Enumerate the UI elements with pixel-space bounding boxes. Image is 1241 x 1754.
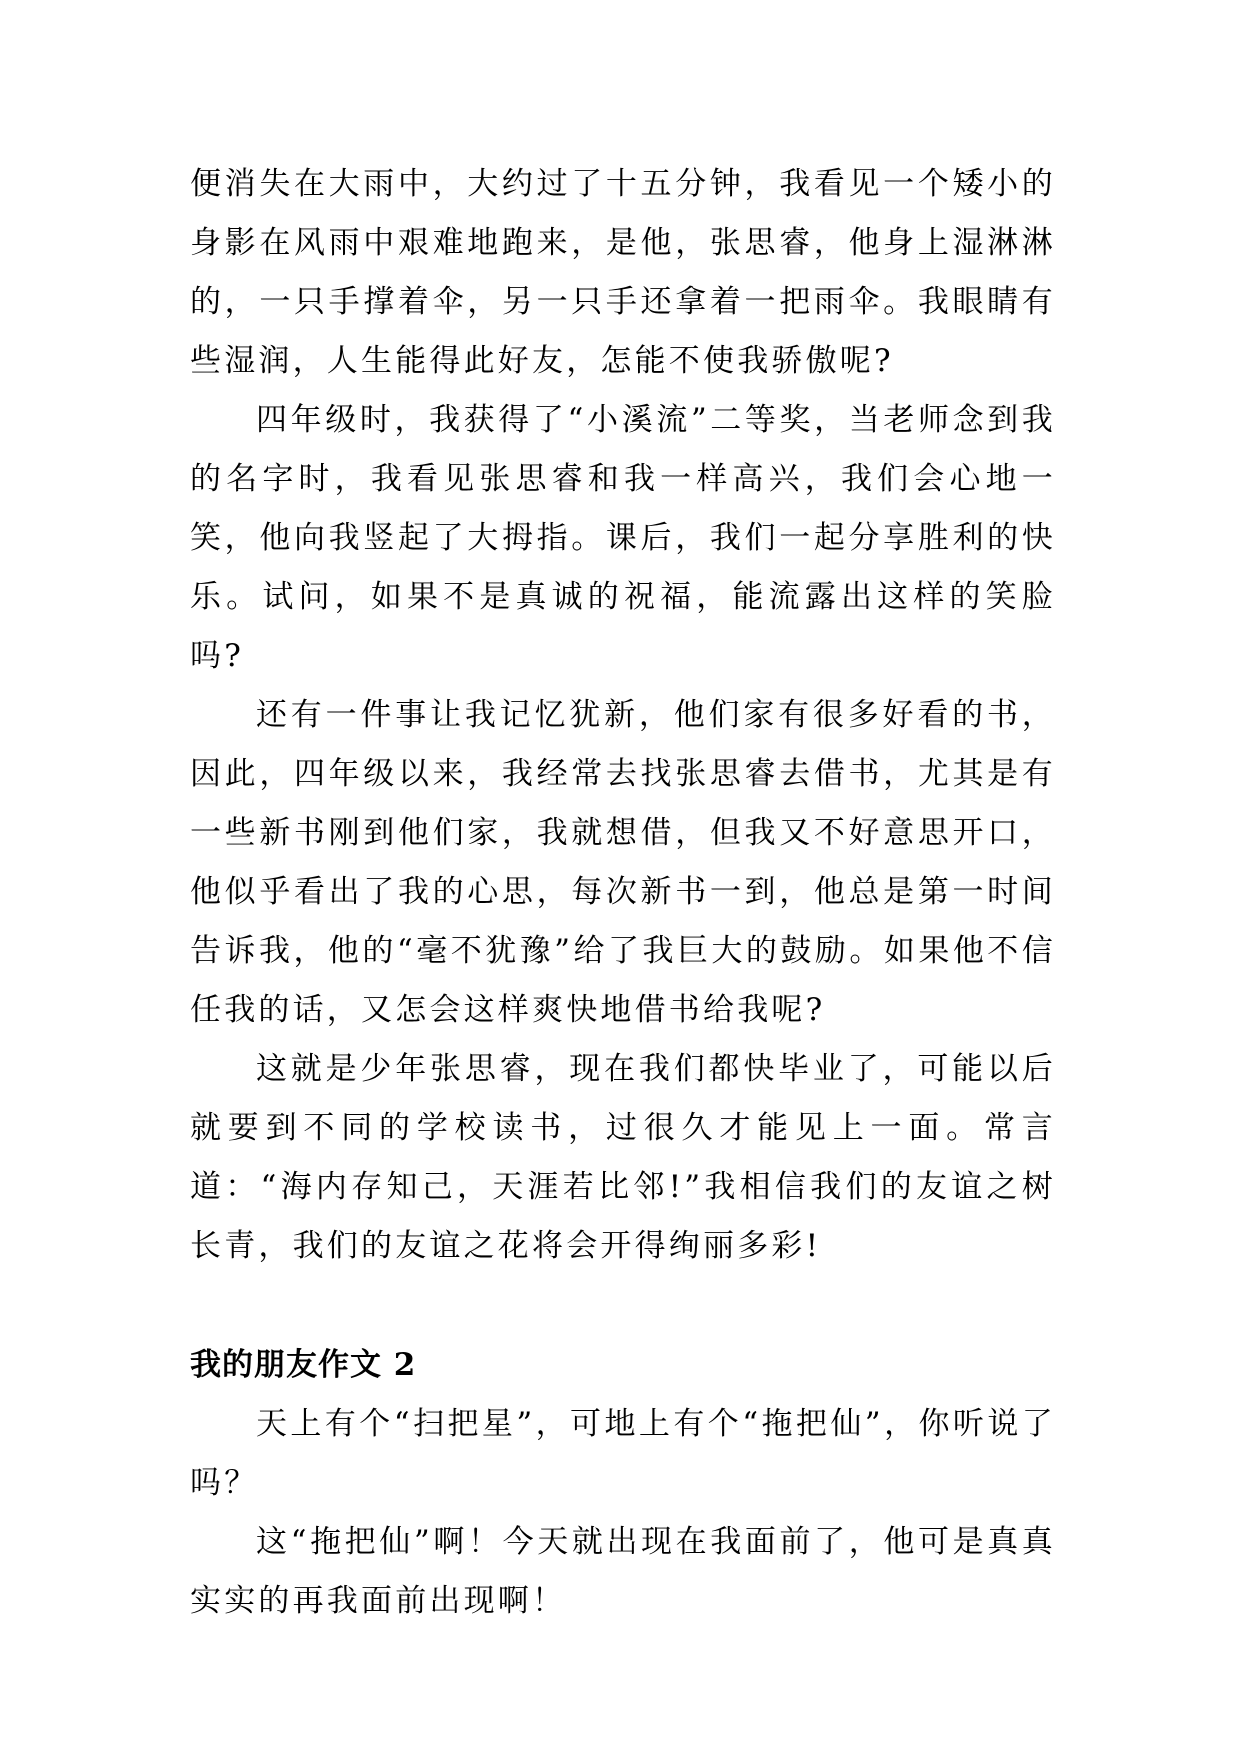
paragraph-section-intro: 天上有个“扫把星”，可地上有个“拖把仙”，你听说了吗？ (190, 1406, 1056, 1501)
paragraph-award: 四年级时，我获得了“小溪流”二等奖，当老师念到我的名字时，我看见张思睿和我一样高兴，我们会心地一笑，他向我竖起了大拇指。课后，我们一起分享胜利的快乐。试问，如果不是真诚的祝福，能流露出这样的笑脸吗? (190, 402, 1056, 674)
paragraph-conclusion: 这就是少年张思睿，现在我们都快毕业了，可能以后就要到不同的学校读书，过很久才能见上一面。常言道：“海内存知己，天涯若比邻!”我相信我们的友谊之树长青，我们的友谊之花将会开得绚丽多彩! (190, 1051, 1056, 1264)
document-body (190, 155, 1056, 1631)
paragraph-books: 还有一件事让我记忆犹新，他们家有很多好看的书，因此，四年级以来，我经常去找张思睿去借书，尤其是有一些新书刚到他们家，我就想借，但我又不好意思开口，他似乎看出了我的心思，每次新书一到，他总是第一时间告诉我，他的“毫不犹豫”给了我巨大的鼓励。如果他不信任我的话，又怎会这样爽快地借书给我呢? (190, 697, 1056, 1028)
paragraph-section-second: 这“拖把仙”啊！今天就出现在我面前了，他可是真真实实的再我面前出现啊！ (190, 1524, 1056, 1619)
paragraph-continued: 便消失在大雨中，大约过了十五分钟，我看见一个矮小的身影在风雨中艰难地跑来，是他，张思睿，他身上湿淋淋的，一只手撑着伞，另一只手还拿着一把雨伞。我眼睛有些湿润，人生能得此好友，怎能不使我骄傲呢? (190, 166, 1056, 379)
section-title: 我的朋友作文 2 (190, 1347, 417, 1383)
